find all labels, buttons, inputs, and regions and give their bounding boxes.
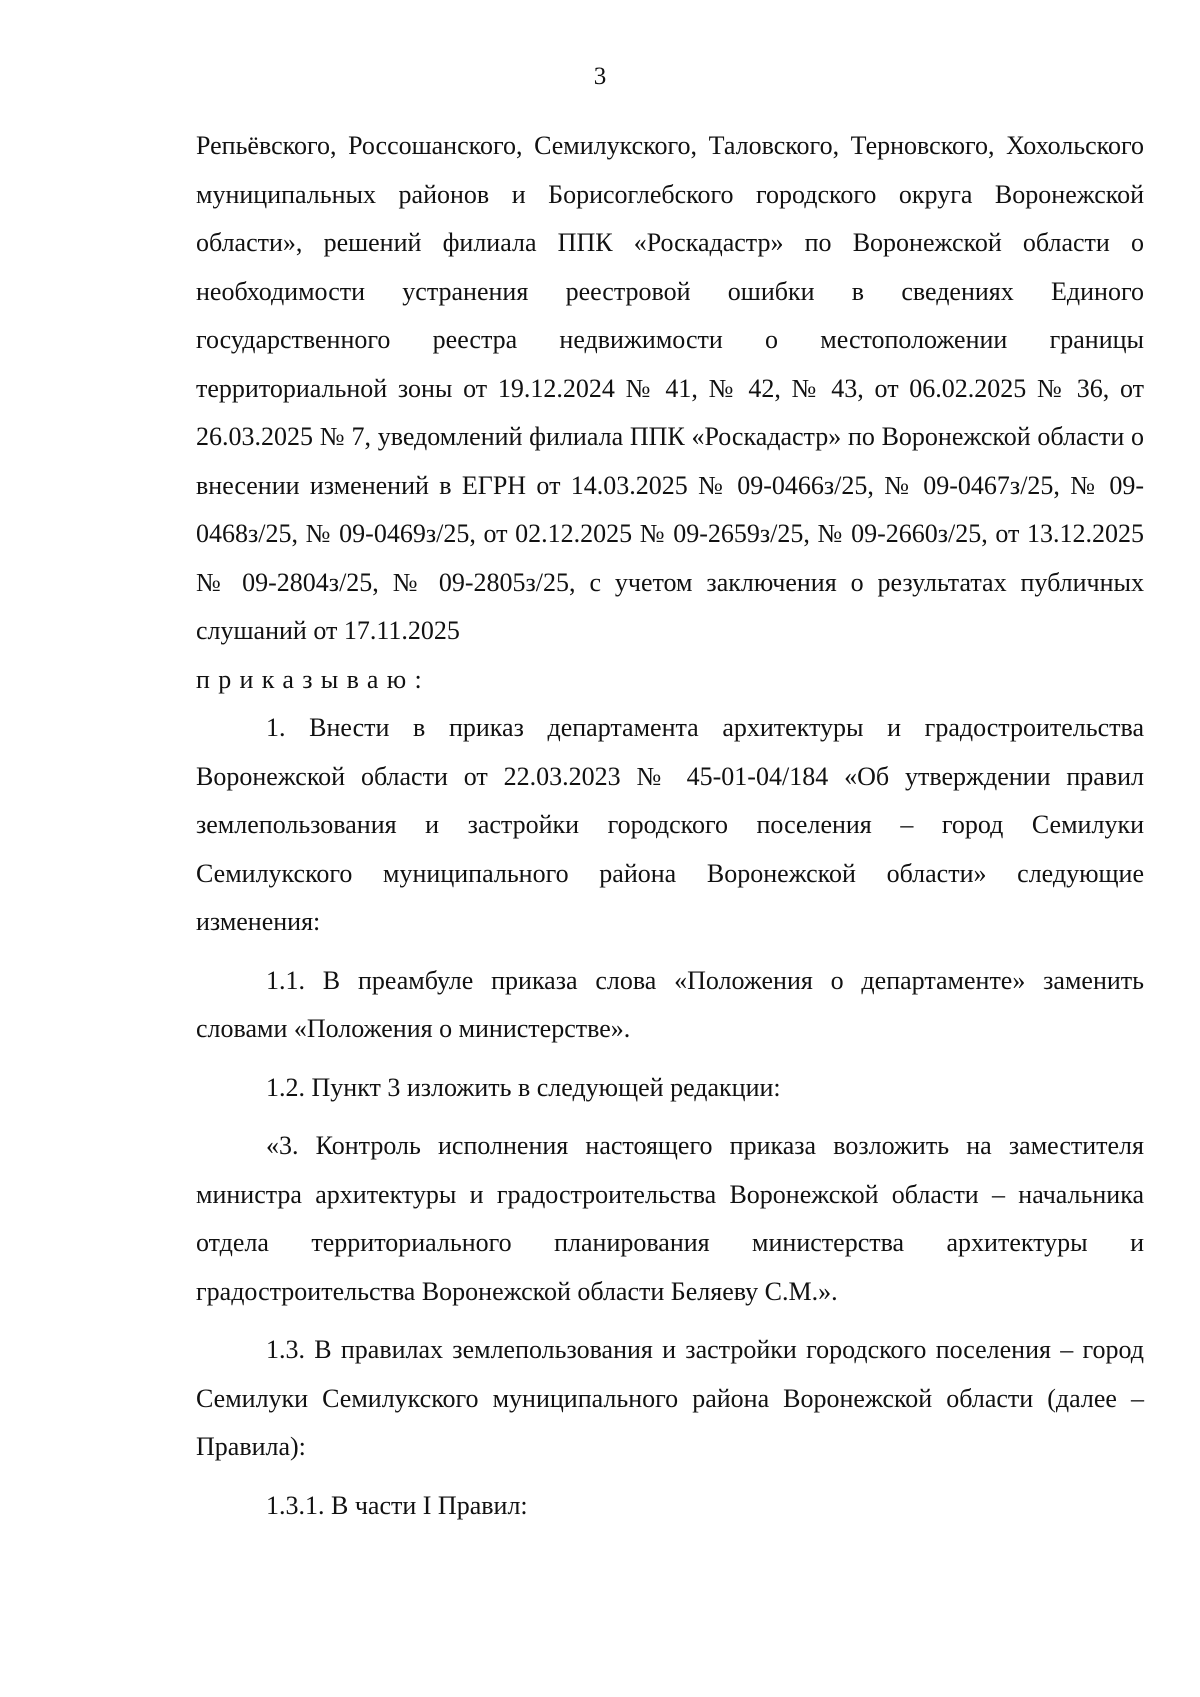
preamble-paragraph: Репьёвского, Россошанского, Семилукского, Таловского, Терновского, Хохольского муниципальных районов и Борисоглебского городского округа Воронежской области», решений филиала ППК «Роскадастр» по Воронежской области о необходимости устранения реестровой ошибки в сведениях Единого государственного реестра недвижимости о местоположении границы территориальной зоны от 19.12.2024 № 41, № 42, № 43, от 06.02.2025 № 36, от 26.03.2025 № 7, уведомлений филиала ППК «Роскадастр» по Воронежской области о внесении изменений в ЕГРН от 14.03.2025 № 09-0466з/25, № 09-0467з/25, № 09-0468з/25, № 09-0469з/25, от 02.12.2025 № 09-2659з/25, № 09-2660з/25, от 13.12.2025 № 09-2804з/25, № 09-2805з/25, с учетом заключения о результатах публичных слушаний от 17.11.2025 (196, 131, 1144, 645)
item-1-1-paragraph: 1.1. В преамбуле приказа слова «Положения о департаменте» заменить словами «Положения о министерстве». (196, 965, 1144, 1043)
item-1-2-quote-paragraph: «3. Контроль исполнения настоящего приказа возложить на заместителя министра архитектуры и градостроительства Воронежской области – начальника отдела территориального планирования министерства архитектуры и градостроительства Воронежской области Беляеву С.М.». (196, 1131, 1144, 1306)
order-word: приказываю: (196, 664, 430, 694)
document-body (196, 122, 1144, 1530)
item-1-2-paragraph: 1.2. Пункт 3 изложить в следующей редакции: (266, 1072, 781, 1102)
page-number: 3 (593, 63, 607, 90)
item-1-paragraph: 1. Внести в приказ департамента архитектуры и градостроительства Воронежской области от 22.03.2023 № 45-01-04/184 «Об утверждении правил землепользования и застройки городского поселения – город Семилуки Семилукского муниципального района Воронежской области» следующие изменения: (196, 713, 1144, 936)
item-1-3-paragraph: 1.3. В правилах землепользования и застройки городского поселения – город Семилуки Семилукского муниципального района Воронежской области (далее – Правила): (196, 1335, 1144, 1461)
item-1-3-1-paragraph: 1.3.1. В части I Правил: (266, 1490, 528, 1520)
